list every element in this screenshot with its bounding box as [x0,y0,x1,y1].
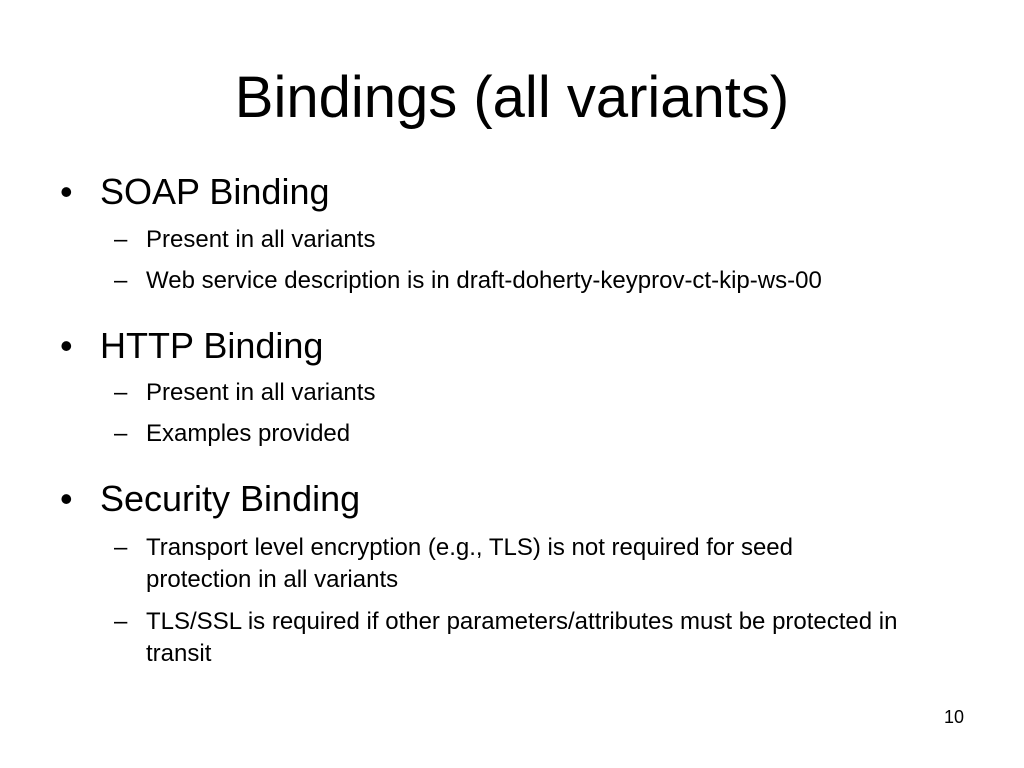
page-number: 10 [943,707,964,727]
sub-marker: – [114,226,128,253]
sub-item [114,606,904,670]
sub-item-text: Web service description is in draft-doherty-keyprov-ct-kip-ws-00 [146,267,822,294]
sub-marker: – [114,420,128,447]
sub-marker: – [114,608,128,635]
sub-item-text: Examples provided [146,420,351,447]
sub-marker: – [114,267,128,294]
sub-item-text: Present in all variants [146,226,376,253]
bullet-marker: • [60,171,73,212]
sub-item [114,532,904,596]
bullet-soap-binding [60,171,329,213]
sub-item [114,418,964,450]
bullet-marker: • [60,325,73,366]
sub-item [114,377,964,409]
sub-item-text: TLS/SSL is required if other parameters/attributes must be protected in transit [146,608,898,667]
sub-item [114,224,964,256]
bullet-security-binding [60,478,360,520]
slide-title: Bindings (all variants) [234,65,790,130]
sub-item [114,265,964,297]
sub-marker: – [114,379,128,406]
sub-marker: – [114,534,128,561]
bullet-heading: Security Binding [100,478,361,519]
bullet-heading: HTTP Binding [100,325,324,366]
sub-item-text: Transport level encryption (e.g., TLS) is not required for seed protection in all variants [146,534,793,593]
sub-item-text: Present in all variants [146,379,376,406]
bullet-http-binding [60,325,323,367]
bullet-marker: • [60,478,73,519]
bullet-heading: SOAP Binding [100,171,330,212]
